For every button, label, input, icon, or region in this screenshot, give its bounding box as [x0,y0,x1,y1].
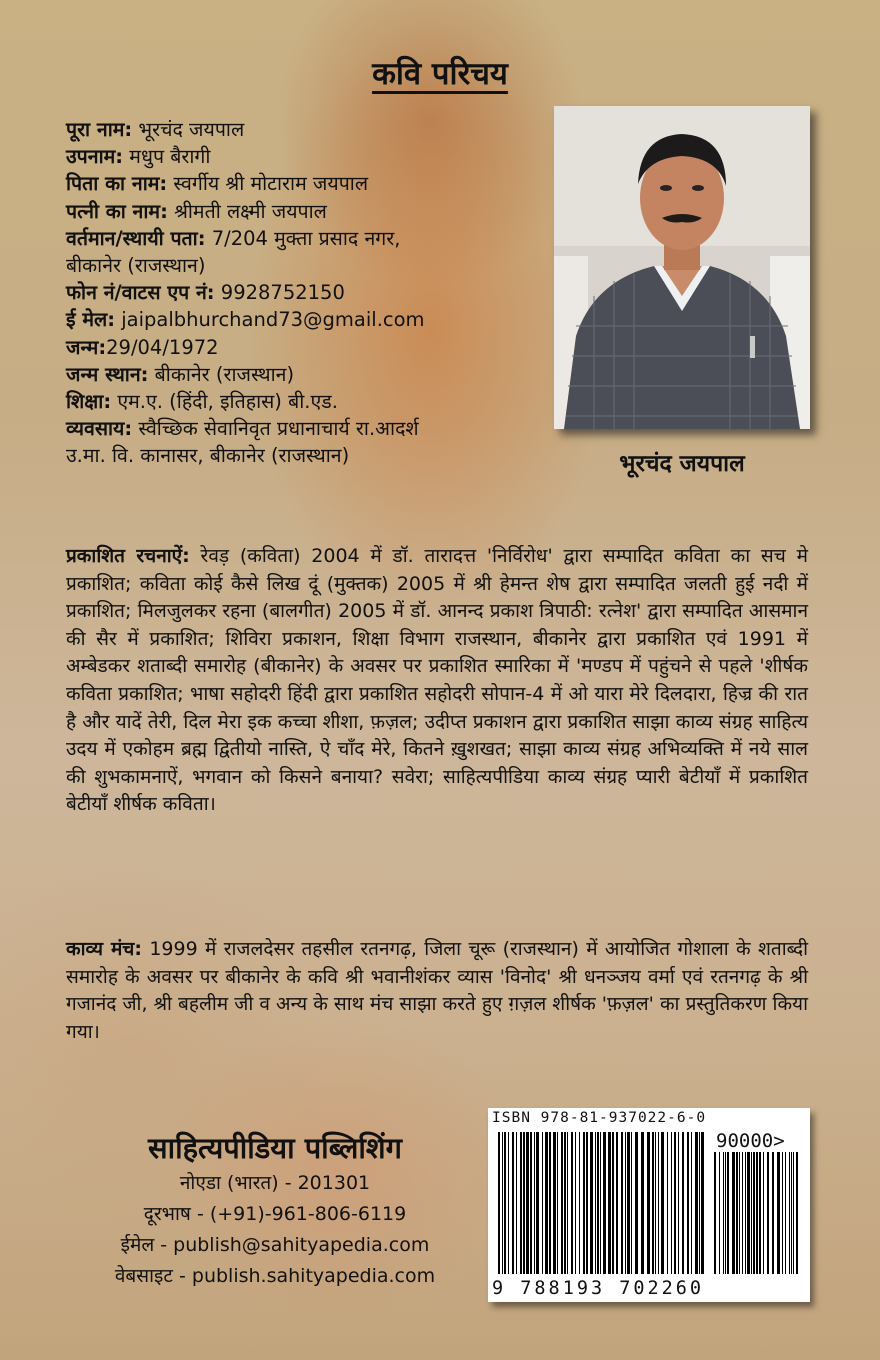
address-line2: बीकानेर (राजस्थान) [66,254,206,278]
barcode-addon-bar [756,1152,758,1274]
barcode-bar [652,1132,654,1274]
barcode-bar [658,1132,659,1274]
birthplace-value: बीकानेर (राजस्थान) [148,362,295,386]
barcode-bar [616,1132,618,1274]
barcode-addon-bar [796,1152,798,1274]
barcode-addon-bar [791,1152,792,1274]
barcode-bar [504,1132,506,1274]
barcode-addon-bar [789,1152,790,1274]
barcode-bar [498,1132,500,1274]
bio-address [66,225,546,252]
published-works-text: रेवड़ (कविता) 2004 में डॉ. तारादत्त 'निर्विरोध' द्वारा सम्पादित कविता का सच मे प्रकाशित; कविता कोई कैसे लिख दूं (मुक्तक) 2005 में श्री हेमन्त शेष द्वारा सम्पादित जलती हुई नदी में प्रकाशित; मिलजुलकर रहना (बालगीत) 2005 में डॉ. आनन्द प्रकाश त्रिपाठी: रत्नेश' द्वारा सम्पादित आसमान की सैर में प्रकाशित; शिविरा प्रकाशन, शिक्षा विभाग राजस्थान, बीकानेर द्वारा प्रकाशित एवं 1991 में अम्बेडकर शताब्दी समारोह (बीकानेर) के अवसर पर प्रकाशित स्मारिका में 'मण्डप में पहुंचने से पहले 'शीर्षक कविता प्रकाशित; भाषा सहोदरी हिंदी द्वारा प्रकाशित सहोदरी सोपान-4 में ओ यारा मेरे दिलदारा, हिज्र की रात है और यादें तेरी, दिल मेरा इक कच्चा शीशा, फ़ज़ल; उदीप्त प्रकाशन द्वारा प्रकाशित साझा काव्य संग्रह साहित्य उदय में एकोहम ब्रह्म द्वितीयो नास्ति, ऐ चाँद मेरे, कितने ख़ुशखत; साझा काव्य संग्रह अभिव्यक्ति में नये साल की शुभकामनाऐं, भगवान को किसने बनाया? सवेरा; साहित्यपीडिया काव्य संग्रह प्यारी बेटीयाँ में प्रकाशित बेटीयाँ शीर्षक कविता। [66,545,808,816]
pen-name-value: मधुप बैरागी [123,145,211,169]
barcode-bar [647,1132,650,1274]
barcode-bar [603,1132,606,1274]
barcode-bars [498,1132,802,1280]
barcode-bar [608,1132,611,1274]
address-label: वर्तमान/स्थायी पता: [66,226,206,250]
publisher-email: ईमेल - publish@sahityapedia.com [120,1234,430,1256]
barcode-addon-bar [759,1152,761,1274]
occupation-line2: उ.मा. वि. कानासर, बीकानेर (राजस्थान) [66,444,350,468]
bio-wife [66,198,546,225]
pen-name-label: उपनाम: [66,145,124,169]
father-label: पिता का नाम: [66,172,168,196]
father-value: स्वर्गीय श्री मोटाराम जयपाल [167,172,369,196]
barcode-addon-bar [736,1152,738,1274]
barcode-bar [564,1132,566,1274]
bio-education [66,388,546,415]
barcode-bar [635,1132,638,1274]
occupation-line1: स्वैच्छिक सेवानिवृत प्रधानाचार्य रा.आदर्श [132,417,419,441]
barcode-bar [553,1132,556,1274]
barcode-bar [625,1132,626,1274]
barcode-bar [549,1132,551,1274]
barcode-bar [641,1132,644,1274]
barcode-bar [530,1132,532,1274]
barcode-bar [631,1132,632,1274]
bio-phone [66,279,546,306]
barcode-bar [534,1132,535,1274]
wife-label: पत्नी का नाम: [66,199,168,223]
barcode-addon-bar [745,1152,746,1274]
education-label: शिक्षा: [66,390,112,414]
bio-email [66,306,546,333]
stage-text: 1999 में राजलदेसर तहसील रतनगढ़, जिला चूरू (राजस्थान) में आयोजित गोशाला के शताब्दी समारोह के अवसर पर बीकानेर के कवि श्री भवानीशंकर व्यास 'विनोद' श्री धनञ्जय वर्मा एवं रतनगढ़ के श्री गजानंद जी, श्री बहलीम जी व अन्य के साथ मंच साझा करते हुए ग़ज़ल शीर्षक 'फ़ज़ल' का प्रस्तुतिकरण किया गया। [66,938,808,1043]
barcode-bar [678,1132,679,1274]
barcode-bar [612,1132,614,1274]
publisher-location: नोएडा (भारत) - 201301 [179,1172,371,1194]
barcode-bar [627,1132,630,1274]
barcode-addon-bar [725,1152,726,1274]
barcode-bar [595,1132,596,1274]
stage-section [66,936,808,1046]
phone-label: फोन नं/वाटस एप नं: [66,281,215,305]
barcode-bar [557,1132,558,1274]
barcode-addon-bar [763,1152,764,1274]
barcode-bar [526,1132,529,1274]
barcode-addon-bar [772,1152,774,1274]
wife-value: श्रीमती लक्ष्मी जयपाल [167,199,327,223]
page-title: कवि परिचय [372,56,508,92]
isbn-label: ISBN 978-81-937022-6-0 [492,1110,707,1126]
bio-details [66,116,546,470]
author-portrait-illustration [554,106,810,429]
email-value: jaipalbhurchand73@gmail.com [115,308,425,332]
photo-caption: भूरचंद जयपाल [619,451,745,477]
barcode-bar [621,1132,623,1274]
barcode-bar [667,1132,668,1274]
barcode-bar [600,1132,601,1274]
barcode-bar [583,1132,585,1274]
barcode-bar [590,1132,593,1274]
barcode-addon-bar [723,1152,724,1274]
barcode-addon-bar [739,1152,740,1274]
barcode-bar [661,1132,664,1274]
bio-pen-name [66,143,546,170]
bio-dob [66,334,546,361]
barcode-addon-bar [742,1152,743,1274]
author-photo [554,106,810,429]
barcode-addon-bar [727,1152,729,1274]
barcode-bar [567,1132,568,1274]
barcode-bar [520,1132,522,1274]
address-line1: 7/204 मुक्ता प्रसाद नगर, [205,226,401,250]
barcode-addon-number: 90000> [716,1130,785,1152]
barcode-addon-bar [751,1152,752,1274]
published-works-label: प्रकाशित रचनाऐं: [66,545,190,567]
barcode-bar [561,1132,563,1274]
barcode-bar [545,1132,548,1274]
barcode-bar [536,1132,539,1274]
barcode-bar [512,1132,514,1274]
full-name-value: भूरचंद जयपाल [132,118,245,141]
barcode-bar [508,1132,509,1274]
barcode-bar [597,1132,599,1274]
stage-label: काव्य मंच: [66,938,142,960]
barcode-bar [571,1132,573,1274]
barcode-bar [523,1132,525,1274]
occupation-label: व्यवसाय: [66,417,133,441]
barcode-bar [687,1132,689,1274]
education-value: एम.ए. (हिंदी, इतिहास) बी.एड. [111,390,338,414]
dob-label: जन्म: [66,335,107,359]
barcode-bar [655,1132,656,1274]
barcode-bar [502,1132,503,1274]
barcode-bar [542,1132,543,1274]
bio-full-name [66,116,546,143]
barcode-bar [586,1132,588,1274]
bio-birthplace [66,361,546,388]
dob-value: 29/04/1972 [106,335,219,359]
full-name-label: पूरा नाम: [66,118,133,141]
publisher-website: वेबसाइट - publish.sahityapedia.com [114,1265,436,1287]
barcode-bar [575,1132,576,1274]
barcode-bar [701,1132,704,1274]
barcode-addon-bar [782,1152,783,1274]
barcode-bar [579,1132,580,1274]
birthplace-label: जन्म स्थान: [66,362,149,386]
publisher-block [60,1128,490,1292]
publisher-phone: दूरभाष - (+91)-961-806-6119 [143,1203,407,1225]
barcode-bar [671,1132,672,1274]
barcode-bar [674,1132,676,1274]
bio-occupation [66,415,546,442]
barcode-addon-bar [732,1152,735,1274]
barcode-bar [699,1132,700,1274]
email-label: ई मेल: [66,308,116,332]
barcode-bar [682,1132,684,1274]
barcode-addon-bar [747,1152,750,1274]
isbn-barcode [488,1108,810,1302]
ean-digits: 9 788193 702260 [492,1278,705,1299]
phone-value: 9928752150 [214,281,345,305]
published-works-section [66,543,808,819]
barcode-addon-bar [767,1152,769,1274]
barcode-addon-bar [753,1152,755,1274]
barcode-addon-bar [785,1152,786,1274]
publisher-name: साहित्यपीडिया पब्लिशिंग [148,1131,402,1165]
barcode-bar [516,1132,517,1274]
barcode-addon-bar [719,1152,720,1274]
barcode-addon-bar [777,1152,780,1274]
barcode-addon-bar [714,1152,716,1274]
bio-father [66,170,546,197]
barcode-bar [695,1132,698,1274]
barcode-bar [691,1132,692,1274]
barcode-addon-bar [793,1152,794,1274]
